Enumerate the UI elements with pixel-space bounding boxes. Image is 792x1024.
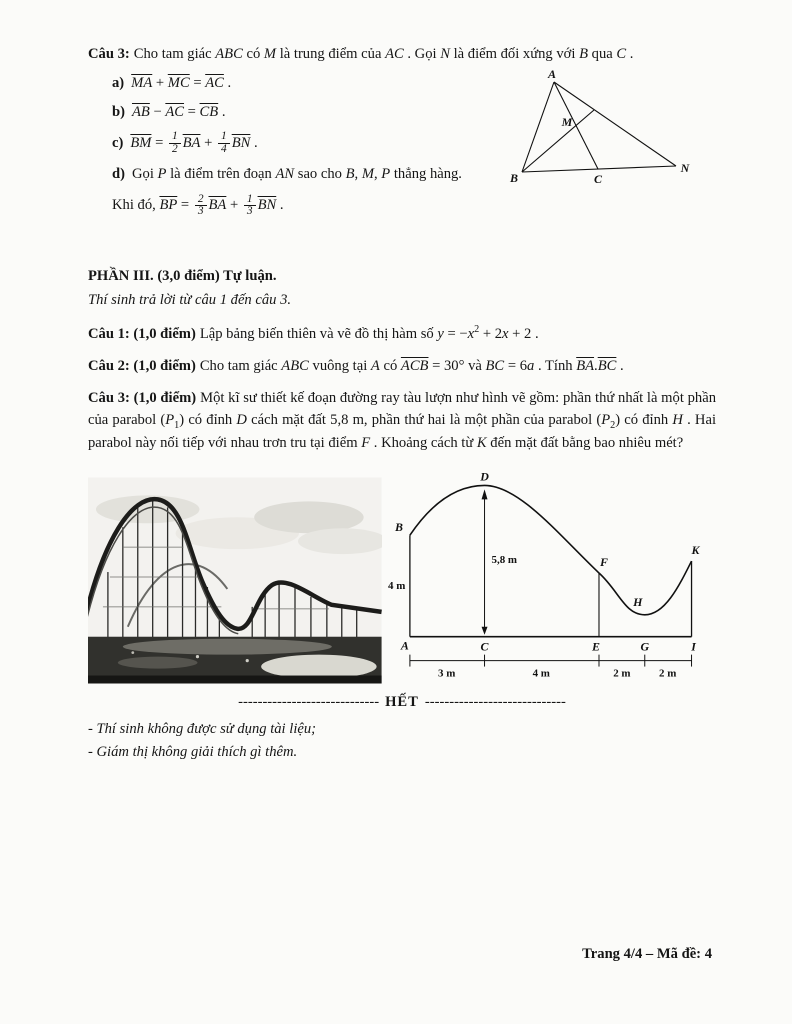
essay-question-2-text: Cho tam giác ABC vuông tại A có $\overline{ACB} = 30^\circ$ và BC = 6a . Tính $\overline{BA}.\overline{BC}$ . — [199, 358, 624, 375]
item-c-text: $\overline{BM}$ = $\frac{1}{2}$ $\overline{BA}$ + $\frac{1}{4}$ $\overline{BN}$ . — [130, 130, 258, 156]
end-label: HẾT — [385, 693, 419, 710]
question-3-intro: Cho tam giác ABC có M là trung điểm của AC . Gọi N là điểm đối xứng với B qua C . — [133, 46, 634, 62]
measure-seg3: 2 m — [612, 667, 631, 680]
figures-row — [88, 469, 716, 684]
diagram-label-k: K — [691, 542, 700, 557]
essay-question-2-label: Câu 2: (1,0 điểm) — [88, 358, 196, 375]
item-b-text: $\overline{AB} - \overline{AC} = \overline{CB}$ . — [131, 104, 226, 121]
end-dashes-left: ----------------------------- — [238, 693, 380, 710]
diagram-label-f: F — [599, 554, 608, 569]
diagram-label-e: E — [591, 639, 600, 654]
question-3-block — [88, 44, 716, 250]
measure-peak-height: 5,8 m — [491, 553, 517, 566]
item-a-text: $\overline{MA} + \overline{MC} = \overline{AC}$ . — [131, 75, 232, 92]
essay-question-1 — [88, 323, 716, 345]
triangle-label-c: C — [593, 172, 603, 186]
item-a — [112, 73, 498, 94]
item-d-continued — [112, 194, 498, 219]
part-3-heading: PHẦN III. (3,0 điểm) Tự luận. — [88, 268, 277, 284]
item-d2-text: Khi đó, $\overline{BP}$ = $\frac{2}{3}$ $\overline{BA}$ + $\frac{1}{3}$ $\overline{BN}$ . — [112, 192, 284, 218]
roller-coaster-image — [88, 477, 382, 684]
exam-notes — [88, 719, 716, 763]
triangle-label-b: B — [509, 171, 519, 185]
essay-question-3-text: Một kĩ sư thiết kế đoạn đường ray tàu lượn như hình vẽ gồm: phần thứ nhất là một phần của parabol $(P_1)$ có đỉnh D cách mặt đất 5,8 m, phần thứ hai là một phần của parabol $(P_2)$ có đỉnh H . Hai parabol này nối tiếp với nhau trơn tru tại điểm F . Khoảng cách từ K đến mặt đất bằng bao nhiêu mét? — [88, 390, 716, 452]
measure-seg2: 4 m — [532, 667, 550, 680]
item-b — [112, 102, 498, 123]
triangle-figure — [508, 68, 696, 190]
question-3-label: Câu 3: — [88, 46, 130, 62]
diagram-label-h: H — [632, 594, 643, 609]
end-dashes-right: ----------------------------- — [424, 693, 566, 710]
parabola-diagram — [388, 469, 716, 684]
diagram-label-g: G — [640, 639, 649, 654]
measure-left-height: 4 m — [387, 579, 405, 592]
measure-seg1: 3 m — [437, 667, 455, 680]
part-3-note: Thí sinh trả lời từ câu 1 đến câu 3. — [88, 292, 292, 309]
essay-question-2 — [88, 356, 716, 377]
diagram-label-d: D — [479, 468, 489, 483]
measure-seg4: 2 m — [658, 667, 676, 680]
essay-question-3 — [88, 388, 716, 454]
item-d — [112, 164, 498, 185]
essay-question-1-label: Câu 1: (1,0 điểm) — [88, 326, 196, 343]
essay-question-1-text: Lập bảng biến thiên và vẽ đồ thị hàm số $y = -x^2 + 2x + 2$ . — [199, 324, 539, 343]
item-c — [112, 131, 498, 156]
item-a-key: a) — [112, 75, 125, 92]
exam-note-2: - Giám thị không giải thích gì thêm. — [88, 743, 298, 760]
diagram-label-c: C — [480, 639, 489, 654]
triangle-label-m: M — [561, 115, 573, 129]
diagram-label-b: B — [394, 519, 403, 534]
triangle-label-n: N — [680, 161, 690, 175]
item-d-key: d) — [112, 166, 125, 183]
diagram-label-i: I — [690, 639, 696, 654]
item-c-key: c) — [112, 135, 124, 152]
item-b-key: b) — [112, 104, 125, 121]
exam-note-1: - Thí sinh không được sử dụng tài liệu; — [88, 720, 317, 737]
page-content — [88, 44, 716, 765]
page-number: Trang 4/4 – Mã đề: 4 — [582, 946, 712, 962]
item-d-text: Gọi P là điểm trên đoạn AN sao cho B, M, P thẳng hàng. — [131, 166, 462, 183]
essay-question-3-label: Câu 3: (1,0 điểm) — [88, 390, 197, 407]
triangle-label-a: A — [547, 68, 557, 81]
diagram-label-a: A — [400, 638, 409, 653]
question-3-items — [88, 73, 498, 218]
question-3-heading — [88, 44, 716, 65]
end-divider — [88, 692, 716, 713]
